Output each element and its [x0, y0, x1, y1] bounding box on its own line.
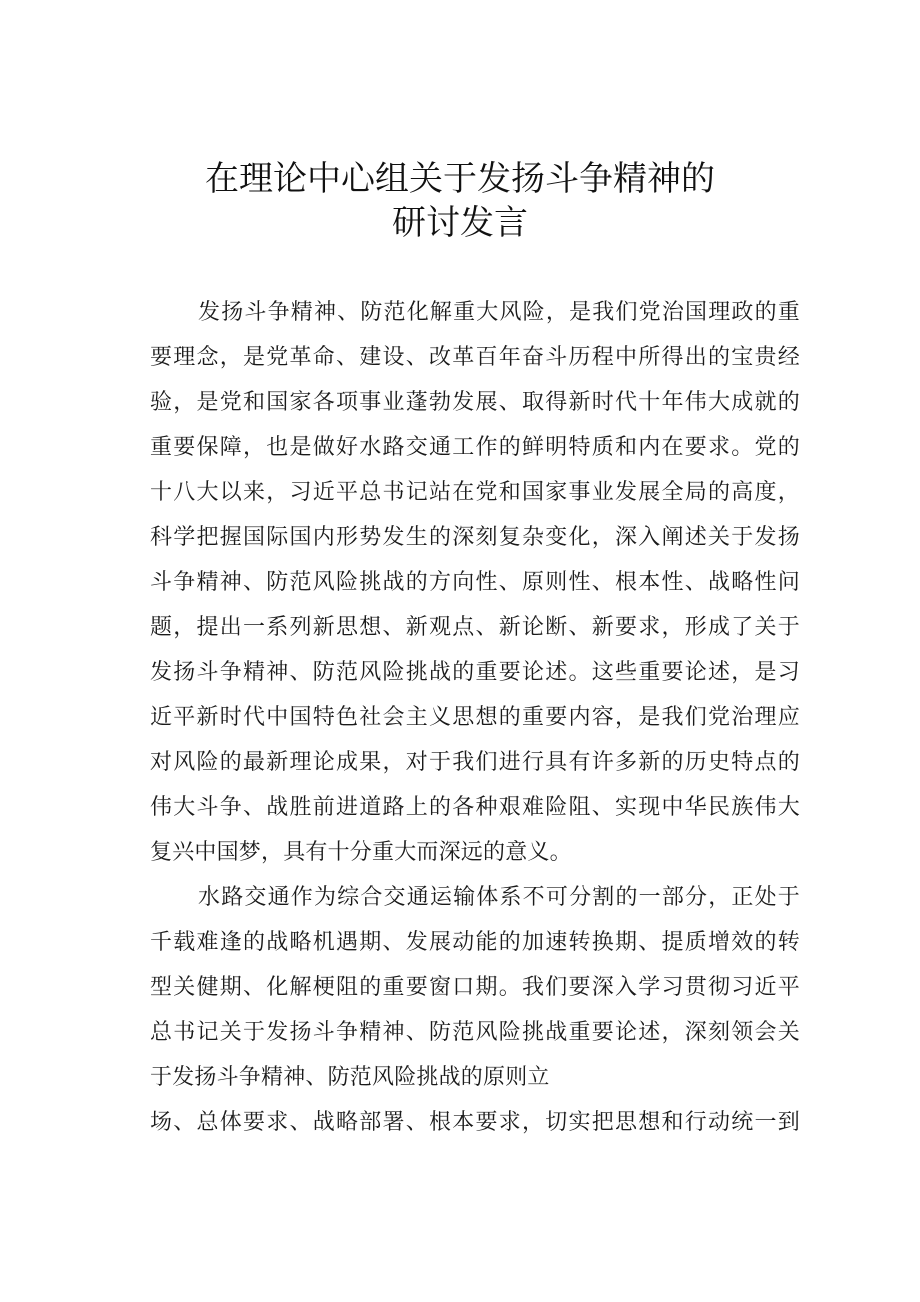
body-line: 对风险的最新理论成果，对于我们进行具有许多新的历史特点的: [150, 750, 800, 775]
body-line: 重要保障，也是做好水路交通工作的鲜明特质和内在要求。党的: [150, 435, 800, 460]
body-line: 总书记关于发扬斗争精神、防范风险挑战重要论述，深刻领会关: [150, 1020, 800, 1045]
body-line: 题，提出一系列新思想、新观点、新论断、新要求，形成了关于: [150, 615, 800, 640]
body-line: 发扬斗争精神、防范化解重大风险，是我们党治国理政的重: [198, 300, 800, 325]
body-line: 要理念，是党革命、建设、改革百年奋斗历程中所得出的宝贵经: [150, 345, 800, 370]
body-line: 科学把握国际国内形势发生的深刻复杂变化，深入阐述关于发扬: [150, 525, 800, 550]
body-line: 千载难逢的战略机遇期、发展动能的加速转换期、提质增效的转: [150, 930, 800, 955]
body-line: 验，是党和国家各项事业蓬勃发展、取得新时代十年伟大成就的: [150, 390, 800, 415]
title-line-1: 在理论中心组关于发扬斗争精神的: [205, 159, 715, 199]
body-line: 发扬斗争精神、防范风险挑战的重要论述。这些重要论述，是习: [150, 660, 800, 685]
body-line: 于发扬斗争精神、防范风险挑战的原则立: [150, 1065, 550, 1090]
body-line: 场、总体要求、战略部署、根本要求，切实把思想和行动统一到: [150, 1110, 800, 1135]
body-line: 型关健期、化解梗阻的重要窗口期。我们要深入学习贯彻习近平: [150, 975, 800, 1000]
body-line: 水路交通作为综合交通运输体系不可分割的一部分，正处于: [198, 885, 800, 910]
title-line-2: 研讨发言: [392, 203, 528, 243]
body-line: 伟大斗争、战胜前进道路上的各种艰难险阻、实现中华民族伟大: [150, 795, 800, 820]
document-title: [0, 157, 920, 245]
body-line: 斗争精神、防范风险挑战的方向性、原则性、根本性、战略性问: [150, 570, 800, 595]
body-line: 近平新时代中国特色社会主义思想的重要内容，是我们党治理应: [150, 705, 800, 730]
body-line: 复兴中国梦，具有十分重大而深远的意义。: [150, 840, 572, 865]
document-body: [150, 290, 800, 1145]
body-line: 十八大以来，习近平总书记站在党和国家事业发展全局的高度，: [150, 480, 800, 505]
